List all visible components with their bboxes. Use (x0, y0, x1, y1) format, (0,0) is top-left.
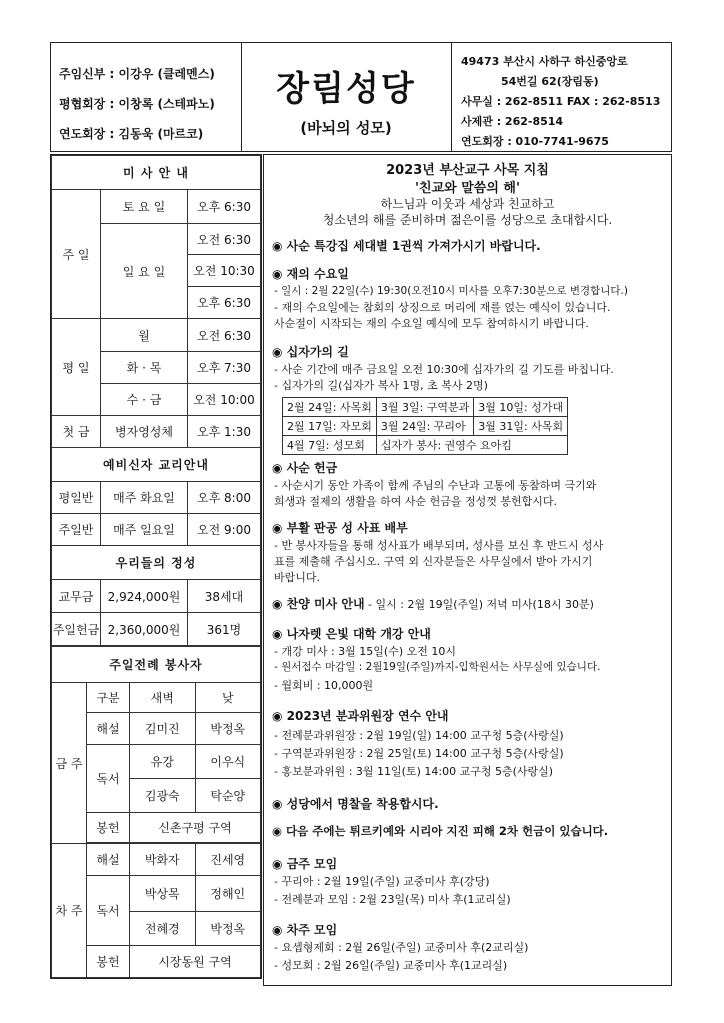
mass-title: 미 사 안 내 (52, 156, 261, 190)
notice-line: - 사순 기간에 매주 금요일 오전 10:30에 십자가의 길 기도를 바칩니다. (274, 363, 614, 376)
theme-line-2: 청소년의 해를 준비하며 젊은이를 성당으로 초대합시다. (322, 213, 613, 227)
stations-cell: 2월 24일: 사목회 (283, 398, 377, 417)
col-header: 구분 (87, 683, 130, 713)
notice-praise-mass (272, 595, 594, 612)
notice-line: 희생과 절제의 생활을 하여 사순 헌금을 정성껏 봉헌합시다. (274, 495, 557, 508)
class-time: 오후 8:00 (188, 482, 261, 514)
notice-line: - 반 봉사자들을 통해 성사표가 배부되며, 성사를 보신 후 반드시 성사 (274, 539, 604, 552)
notice-stations-of-cross: ◉ 십자가의 길 (272, 345, 349, 359)
class-label: 주일반 (52, 514, 101, 546)
offering-title: 우리들의 정성 (52, 546, 261, 580)
mass-day: 월 (101, 319, 188, 352)
col-header: 낮 (195, 683, 261, 713)
mass-time: 오후 6:30 (188, 190, 261, 224)
notice-lent-booklet: ◉ 사순 특강집 세대별 1권씩 가져가시기 바랍니다. (272, 239, 541, 253)
address-line-1: 49473 부산시 사하구 하신중앙로 (461, 55, 628, 68)
pastor-line: 주임신부 : 이강우 (클레멘스) (59, 67, 215, 81)
catechumen-title: 예비신자 교리안내 (52, 448, 261, 482)
offering-amount: 2,360,000원 (101, 613, 188, 646)
office-phone: 사무실 : 262-8511 FAX : 262-8513 (461, 95, 661, 108)
stations-cell: 2월 17일: 자모회 (283, 417, 377, 436)
server-name: 유강 (130, 745, 196, 779)
praise-mass-time: - 일시 : 2월 19일(주일) 저녁 미사(18시 30분) (364, 598, 594, 611)
class-day: 매주 일요일 (101, 514, 188, 546)
mass-schedule-table (51, 155, 261, 646)
col-header: 새벽 (130, 683, 196, 713)
mass-day: 일 요 일 (101, 224, 188, 319)
server-name: 김미진 (130, 713, 196, 745)
notice-next-week-meetings: ◉ 차주 모임 (272, 923, 338, 937)
praise-mass-title: ◉ 찬양 미사 안내 (272, 597, 365, 611)
notices-column (263, 154, 672, 986)
mass-time: 오전 6:30 (188, 224, 261, 255)
notice-name-tag: ◉ 성당에서 명찰을 착용합시다. (272, 797, 439, 811)
server-name: 탁순양 (195, 779, 261, 813)
next-week-label: 차 주 (52, 844, 87, 978)
yeondo-president-line: 연도회장 : 김동욱 (마르코) (59, 127, 204, 141)
offertory-district: 시장동원 구역 (130, 946, 261, 978)
server-name: 전혜경 (130, 912, 196, 946)
notice-line: 바랍니다. (274, 571, 321, 584)
mass-day: 병자영성체 (101, 416, 188, 448)
role-commentator: 해설 (87, 844, 130, 876)
offering-label: 주일헌금 (52, 613, 101, 646)
header-clergy (51, 43, 242, 151)
offering-count: 38세대 (188, 580, 261, 613)
notice-line: - 십자가의 길(십자가 복사 1명, 초 복사 2명) (274, 379, 488, 392)
mass-day: 수 · 금 (101, 384, 188, 416)
weekday-label: 평 일 (52, 319, 101, 416)
header-contact (451, 43, 671, 151)
stations-cell: 4월 7일: 성모회 (283, 436, 377, 455)
notice-easter-confession: ◉ 부활 판공 성 사표 배부 (272, 521, 408, 535)
notice-lent-offering: ◉ 사순 헌금 (272, 461, 338, 475)
stations-cell: 3월 24일: 꾸리아 (376, 417, 473, 436)
notice-line: 사순절이 시작되는 재의 수요일 예식에 모두 참여하시기 바랍니다. (274, 317, 589, 330)
mass-time: 오후 7:30 (188, 352, 261, 384)
header-title-block (241, 43, 452, 151)
notice-line: - 재의 수요일에는 참회의 상징으로 머리에 재를 얹는 예식이 있습니다. (274, 301, 611, 314)
server-name: 이우식 (195, 745, 261, 779)
left-column (50, 154, 262, 979)
notice-line: - 성모회 : 2월 26일(주일) 교중미사 후(1교리실) (274, 959, 508, 972)
role-reader: 독서 (87, 876, 130, 946)
theme-line-1: 하느님과 이웃과 세상과 친교하고 (380, 197, 555, 211)
class-time: 오전 9:00 (188, 514, 261, 546)
yeondo-phone: 연도회장 : 010-7741-9675 (461, 135, 609, 148)
notice-line: - 전례분과위원장 : 2월 19일(일) 14:00 교구청 5층(사랑실) (274, 729, 564, 742)
server-name: 박정옥 (195, 713, 261, 745)
parish-subtitle: (바뇌의 성모) (300, 119, 392, 137)
role-commentator: 해설 (87, 713, 130, 745)
offering-label: 교무금 (52, 580, 101, 613)
notice-line: - 전례분과 모임 : 2월 23일(목) 미사 후(1교리실) (274, 893, 511, 906)
first-friday-label: 첫 금 (52, 416, 101, 448)
notice-this-week-meetings: ◉ 금주 모임 (272, 857, 338, 871)
mass-day: 화 · 목 (101, 352, 188, 384)
class-label: 평일반 (52, 482, 101, 514)
year-theme: '친교와 말씀의 해' (415, 181, 520, 196)
stations-cell: 3월 10일: 성가대 (474, 398, 568, 417)
mass-time: 오후 1:30 (188, 416, 261, 448)
servers-table (51, 646, 261, 978)
notice-line: - 사순시기 동안 가족이 함께 주님의 수난과 고통에 동참하며 극기와 (274, 479, 597, 492)
server-name: 진세영 (195, 844, 261, 876)
stations-schedule-table (282, 397, 568, 455)
bulletin-header (50, 42, 672, 152)
stations-cell: 3월 3일: 구역분과 (376, 398, 473, 417)
role-reader: 독서 (87, 745, 130, 813)
stations-cell: 3월 31일: 사목회 (474, 417, 568, 436)
server-name: 박화자 (130, 844, 196, 876)
mass-time: 오전 6:30 (188, 319, 261, 352)
server-name: 정해인 (195, 876, 261, 912)
notice-silver-college: ◉ 나자렛 은빛 대학 개강 안내 (272, 627, 431, 641)
offering-amount: 2,924,000원 (101, 580, 188, 613)
servers-title: 주일전례 봉사자 (52, 647, 261, 683)
notice-line: - 구역분과위원장 : 2월 25일(토) 14:00 교구청 5층(사랑실) (274, 747, 564, 760)
notice-line: - 월회비 : 10,000원 (274, 679, 374, 692)
role-offertory: 봉헌 (87, 813, 130, 843)
mass-time: 오전 10:00 (188, 384, 261, 416)
notice-line: - 일시 : 2월 22일(수) 19:30(오전10시 미사를 오후7:30분으로 변경합니다.) (274, 285, 628, 297)
address-line-2: 54번길 62(장림동) (501, 75, 599, 88)
class-day: 매주 화요일 (101, 482, 188, 514)
stations-cell: 십자가 봉사: 권영수 요아킴 (376, 436, 567, 455)
notice-line: - 홍보분과위원 : 3월 11일(토) 14:00 교구청 5층(사랑실) (274, 765, 554, 778)
offertory-district: 신촌구평 구역 (130, 813, 261, 843)
notice-line: - 꾸리아 : 2월 19일(주일) 교중미사 후(강당) (274, 875, 490, 888)
council-president-line: 평협회장 : 이창록 (스테파노) (59, 97, 215, 111)
pastoral-guideline-title: 2023년 부산교구 사목 지침 (386, 163, 549, 178)
offering-count: 361명 (188, 613, 261, 646)
sunday-label: 주 일 (52, 190, 101, 319)
mass-time: 오전 10:30 (188, 255, 261, 287)
notice-ash-wednesday: ◉ 재의 수요일 (272, 267, 349, 281)
server-name: 박정옥 (195, 912, 261, 946)
parish-name: 장림성당 (276, 69, 416, 109)
notice-line: - 개강 미사 : 3월 15일(수) 오전 10시 (274, 645, 456, 658)
this-week-label: 금 주 (52, 683, 87, 844)
mass-time: 오후 6:30 (188, 287, 261, 319)
notice-line: - 요셉형제회 : 2월 26일(주일) 교중미사 후(2교리실) (274, 941, 529, 954)
notice-earthquake-offering: ◉ 다음 주에는 튀르키예와 시리아 지진 피해 2차 헌금이 있습니다. (272, 824, 609, 838)
server-name: 박상목 (130, 876, 196, 912)
notice-line: - 원서접수 마감일 : 2월19일(주일)까지-입학원서는 사무실에 있습니다. (274, 661, 601, 673)
notice-line: 표를 제출해 주십시오. 구역 외 신자분들은 사무실에서 받아 가시기 (274, 555, 593, 568)
role-offertory: 봉헌 (87, 946, 130, 978)
rectory-phone: 사제관 : 262-8514 (461, 115, 564, 128)
server-name: 김광숙 (130, 779, 196, 813)
mass-day: 토 요 일 (101, 190, 188, 224)
notice-committee-training: ◉ 2023년 분과위원장 연수 안내 (272, 709, 449, 723)
